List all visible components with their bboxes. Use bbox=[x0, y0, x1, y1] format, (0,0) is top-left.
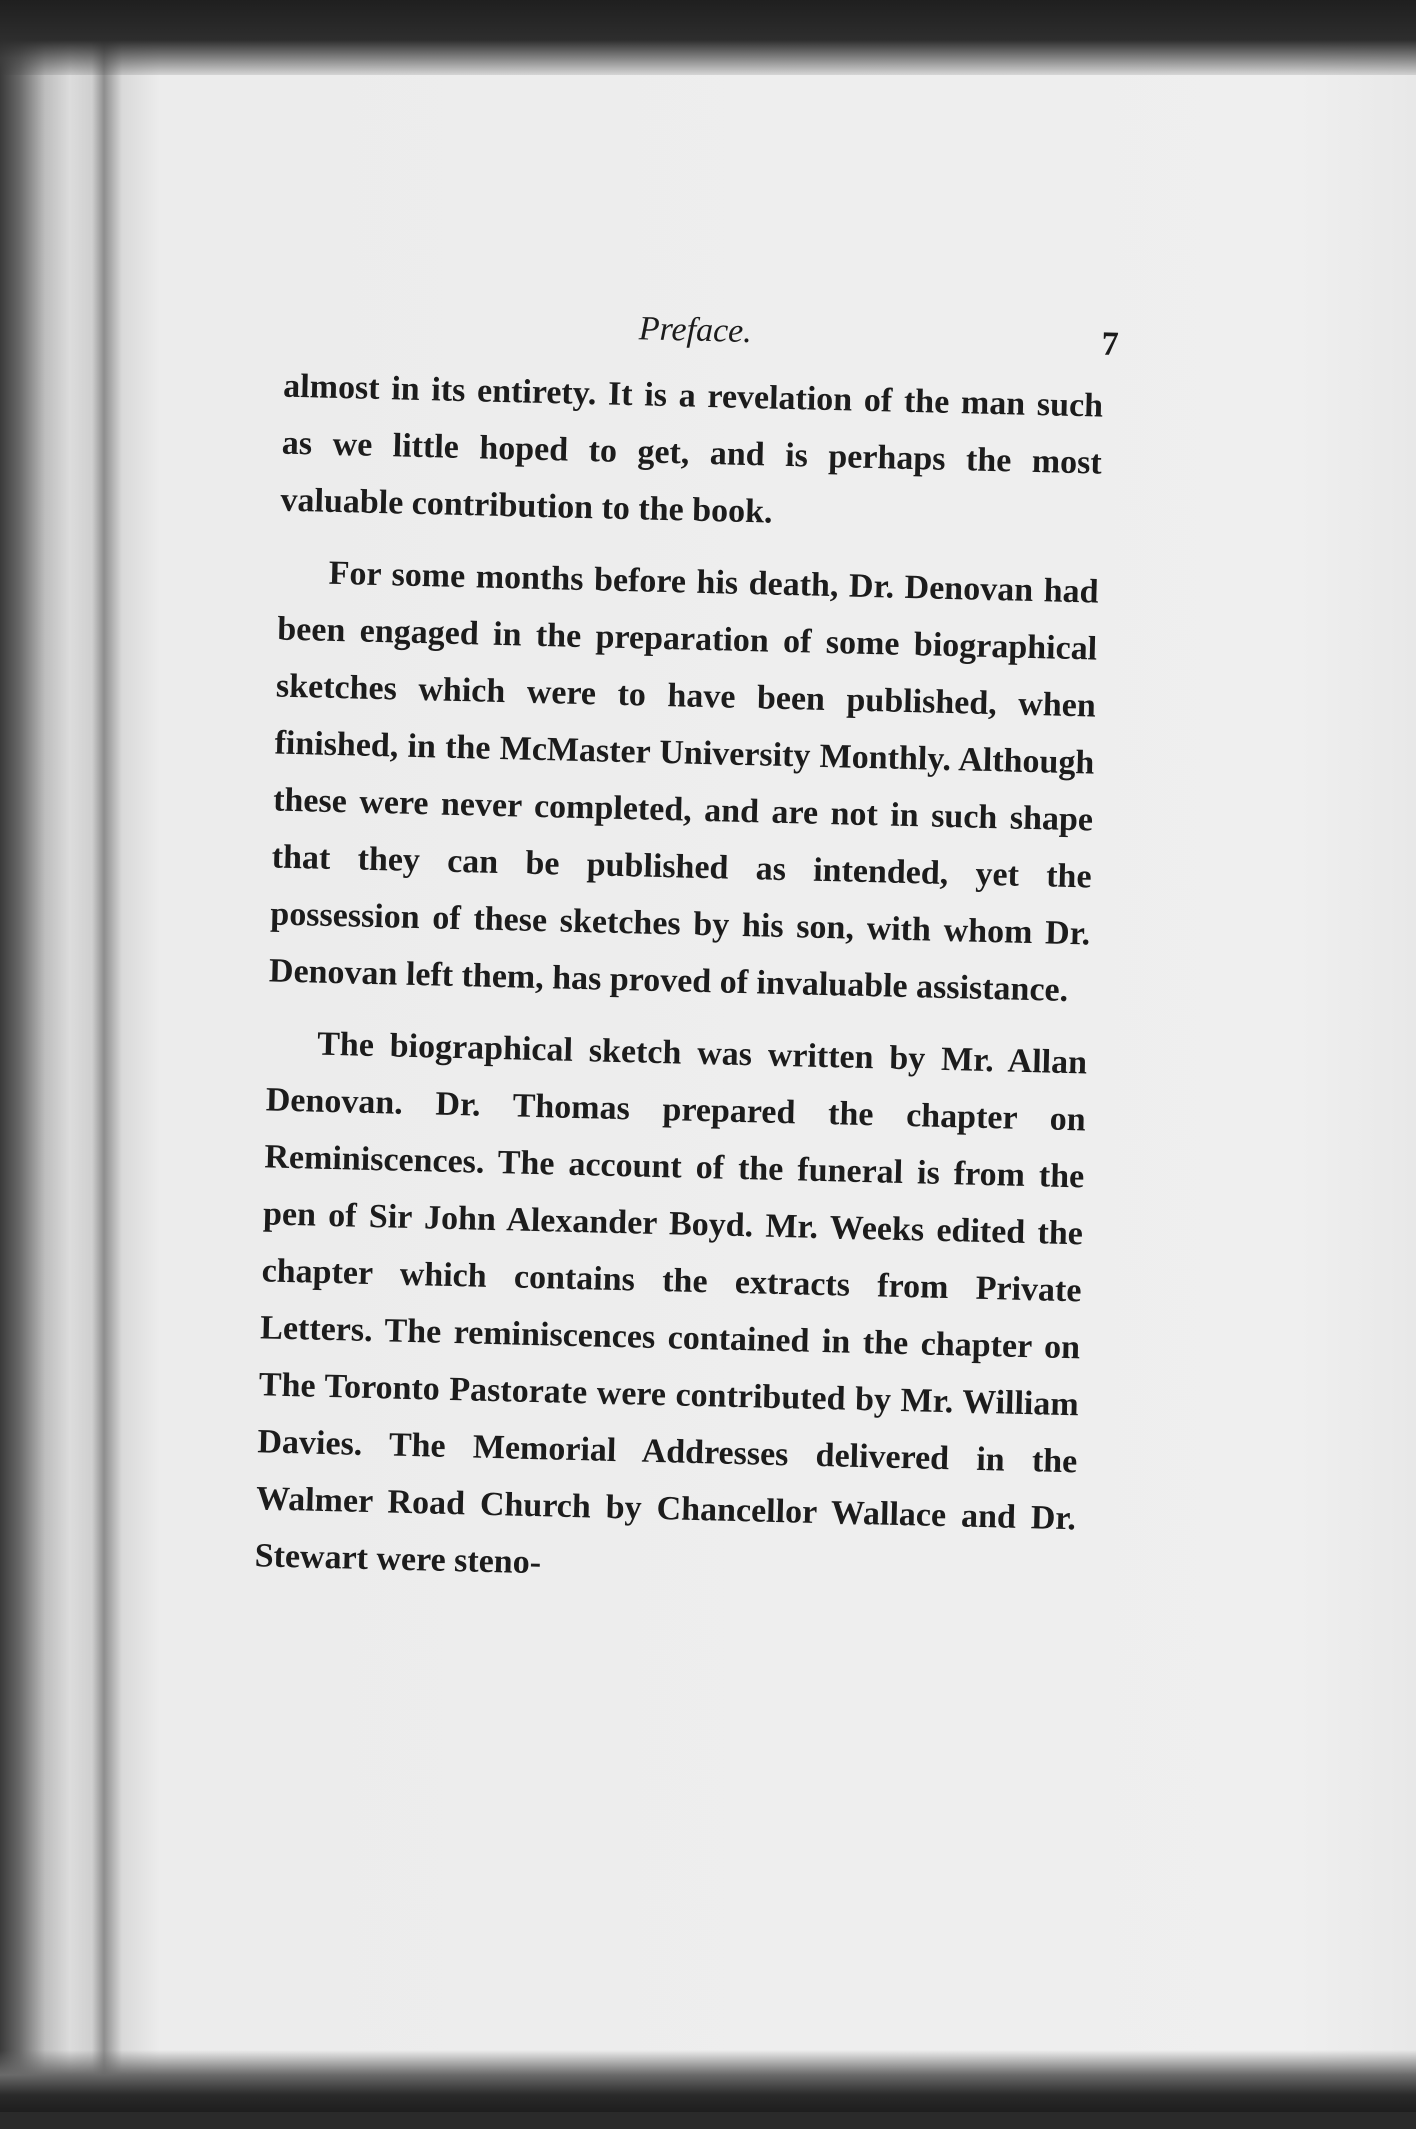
running-head-title: Preface. bbox=[638, 310, 753, 351]
paragraph-2: For some months before his death, Dr. Denovan had been engaged in the preparation of some biographical sketches which were to have been published, when finished, in the McMaster University Monthly. Although these were never completed, and are not in such shape that they can be published as intended, yet the possession of these sketches by his son, with whom Dr. Denovan left them, has proved of invaluable assistance. bbox=[268, 554, 1099, 1009]
paragraph-1: almost in its entirety. It is a revelation of the man such as we little hoped to get, and is perhaps the most valuable contribution to the book. bbox=[280, 367, 1104, 531]
body-text bbox=[254, 358, 1104, 1620]
paragraph-3: The biographical sketch was written by Mr. Allan Denovan. Dr. Thomas prepared the chapter on Reminiscences. The account of the funeral is from the pen of Sir John Alexander Boyd. Mr. Weeks edited the chapter which contains the extracts from Private Letters. The reminiscences contained in the chapter on The Toronto Pastorate were contributed by Mr. William Davies. The Memorial Addresses delivered in the Walmer Road Church by Chancellor Wallace and Dr. Stewart were steno- bbox=[254, 1025, 1088, 1582]
page-number: 7 bbox=[1101, 325, 1120, 363]
